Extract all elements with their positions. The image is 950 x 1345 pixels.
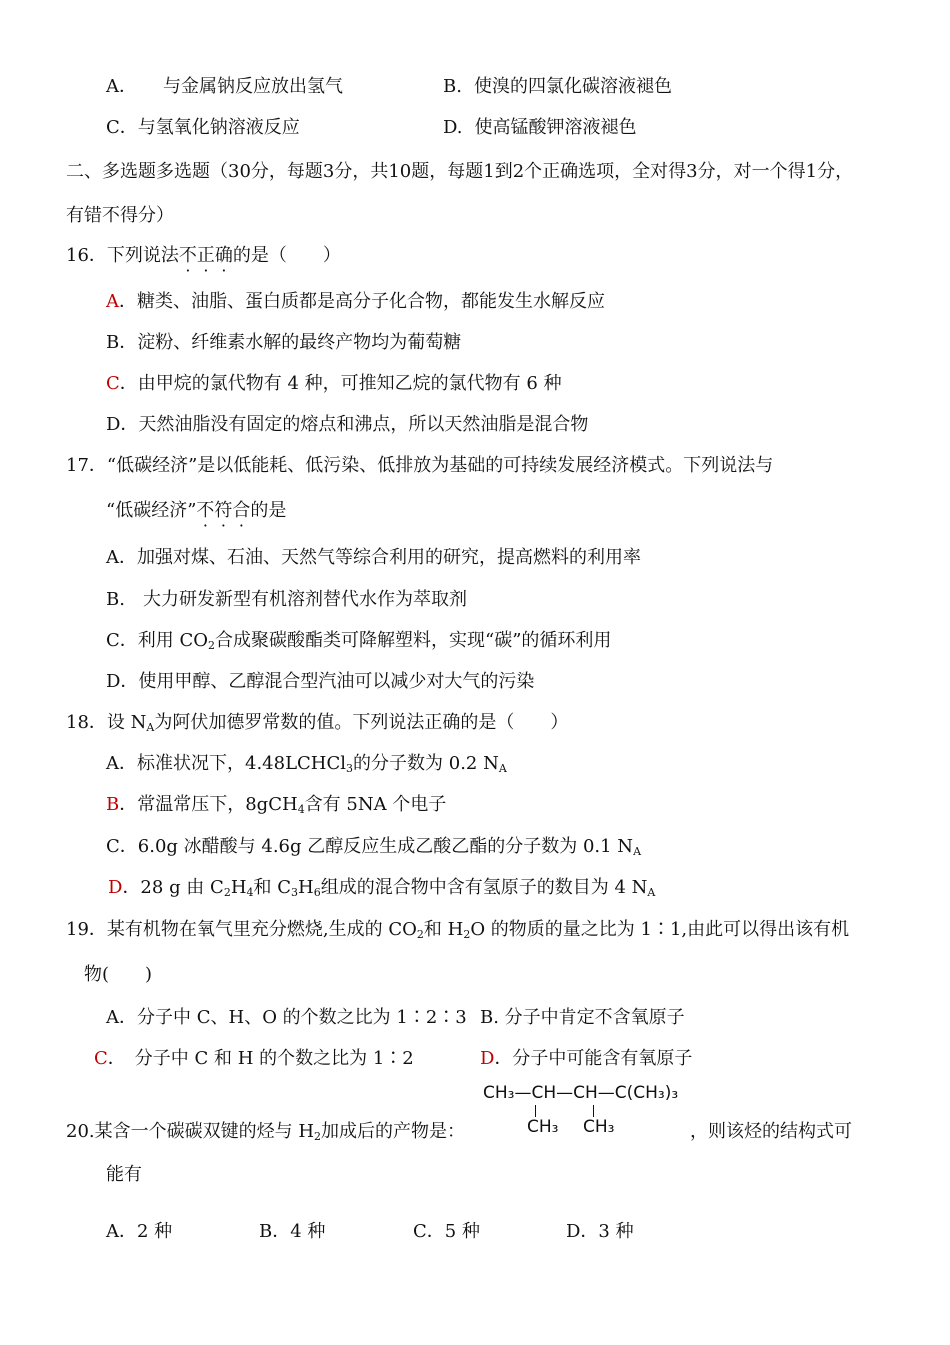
answer-mark: D bbox=[108, 877, 123, 898]
structural-formula bbox=[483, 1083, 713, 1143]
q15-option-c: C．与氢氧化钠溶液反应 bbox=[106, 117, 300, 138]
answer-mark: D bbox=[480, 1048, 495, 1069]
q17-stem: 17．“低碳经济”是以低能耗、低污染、低排放为基础的可持续发展经济模式。下列说法与 bbox=[66, 455, 774, 476]
q18-option-d: D．28 g 由 $C_2H_4$和 $C_3H_6$组成的混合物中含有氢原子的数目为 4 $N_A$ bbox=[108, 877, 656, 899]
q17-option-a: A．加强对煤、石油、天然气等综合利用的研究，提高燃料的利用率 bbox=[106, 547, 641, 568]
q18-option-a: A．标准状况下，4.48LCHCl$_3$的分子数为 0.2 $N_A$ bbox=[106, 753, 507, 775]
q15-option-d: D. 使高锰酸钾溶液褪色 bbox=[443, 117, 637, 138]
q19-option-b: B. 分子中肯定不含氧原子 bbox=[480, 1007, 685, 1028]
q15-option-a: A． 与金属钠反应放出氢气 bbox=[106, 76, 343, 97]
q17-option-b: B. 大力研发新型有机溶剂替代水作为萃取剂 bbox=[106, 589, 467, 610]
q15-option-b: B. 使溴的四氯化碳溶液褪色 bbox=[443, 76, 672, 97]
q20-stem-tail: ，则该烃的结构式可 bbox=[690, 1121, 852, 1142]
section-heading-cont: 有错不得分） bbox=[66, 205, 174, 226]
q20-stem-cont: 能有 bbox=[106, 1164, 142, 1185]
q16-option-d: D．天然油脂没有固定的熔点和沸点，所以天然油脂是混合物 bbox=[106, 414, 589, 435]
q20-option-d: D．3 种 bbox=[566, 1221, 634, 1242]
answer-mark: C bbox=[94, 1048, 108, 1069]
q17-option-c: C．利用 $CO_2$合成聚碳酸酯类可降解塑料，实现“碳”的循环利用 bbox=[106, 630, 612, 652]
q20-option-c: C．5 种 bbox=[413, 1221, 480, 1242]
methyl-branch: CH₃ bbox=[527, 1117, 559, 1137]
q16-option-a: A．糖类、油脂、蛋白质都是高分子化合物，都能发生水解反应 bbox=[106, 291, 605, 312]
q16-stem: 16．下列说法不正确的是（ ） bbox=[66, 245, 341, 266]
section-heading: 二、多选题多选题（30分，每题3分，共10题，每题1到2个正确选项，全对得3分，对一个得1分， bbox=[66, 161, 854, 182]
q20-stem: 20.某含一个碳碳双键的烃与 $H_2$加成后的产物是： bbox=[66, 1121, 466, 1143]
q18-stem: 18．设 $N_A$为阿伏加德罗常数的值。下列说法正确的是（ ） bbox=[66, 712, 569, 734]
q16-option-c: C．由甲烷的氯代物有 4 种，可推知乙烷的氯代物有 6 种 bbox=[106, 373, 562, 394]
methyl-branch: CH₃ bbox=[583, 1117, 615, 1137]
q18-option-c: C．6.0g 冰醋酸与 4.6g 乙醇反应生成乙酸乙酯的分子数为 0.1 $N_A$ bbox=[106, 836, 642, 858]
q17-option-d: D．使用甲醇、乙醇混合型汽油可以减少对大气的污染 bbox=[106, 671, 535, 692]
q17-stem-cont: “低碳经济”不符合的是 bbox=[106, 500, 287, 521]
q19-option-d: D．分子中可能含有氧原子 bbox=[480, 1048, 693, 1069]
q19-option-a: A．分子中 C、H、O 的个数之比为 1∶2∶3 bbox=[106, 1007, 467, 1028]
answer-mark: A bbox=[106, 291, 119, 312]
q20-option-a: A．2 种 bbox=[106, 1221, 173, 1242]
q18-option-b: B．常温常压下，8gCH$_4$含有 5NA 个电子 bbox=[106, 794, 447, 816]
bond-line bbox=[535, 1105, 536, 1117]
q19-stem-cont: 物( ) bbox=[84, 964, 153, 985]
q19-option-c: C． 分子中 C 和 H 的个数之比为 1∶2 bbox=[94, 1048, 414, 1069]
answer-mark: C bbox=[106, 373, 120, 394]
q16-option-b: B．淀粉、纤维素水解的最终产物均为葡萄糖 bbox=[106, 332, 462, 353]
answer-mark: B bbox=[106, 794, 120, 815]
q20-option-b: B．4 种 bbox=[259, 1221, 326, 1242]
structure-main-chain: CH₃—CH—CH—C(CH₃)₃ bbox=[483, 1083, 679, 1103]
bond-line bbox=[593, 1105, 594, 1117]
q19-stem: 19．某有机物在氧气里充分燃烧,生成的 $CO_2$和 $H_2O$ 的物质的量之比为 1∶1,由此可以得出该有机 bbox=[66, 919, 850, 941]
